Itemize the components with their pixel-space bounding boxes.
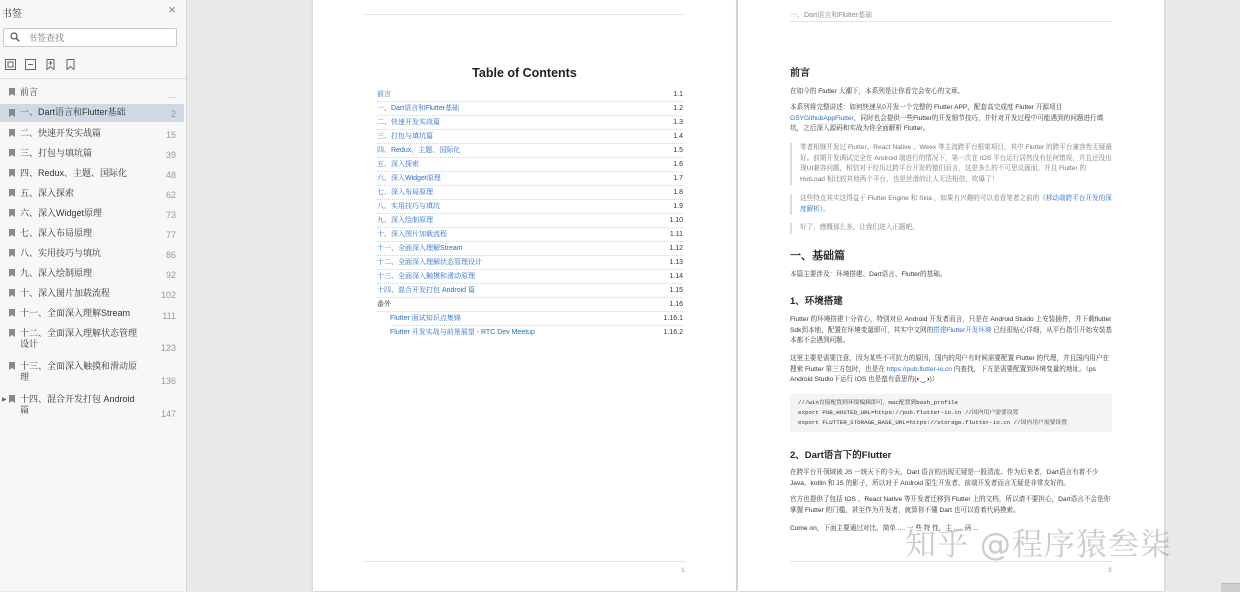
bookmark-icon — [9, 88, 15, 96]
bookmark-item-expandable[interactable]: ▶ 十四、混合开发打包 Android篇 147 — [2, 394, 176, 419]
close-icon[interactable]: × — [168, 2, 176, 17]
bookmark-item[interactable]: 九、深入绘制原理 92 — [0, 265, 184, 282]
link[interactable]: https://pub.flutter-io.cn — [886, 365, 952, 373]
heading-subsection: 1、环境搭建 — [790, 296, 843, 307]
blockquote: 好了，感慨那么多，让我们进入正题吧。 — [790, 223, 1112, 234]
blockquote: 笔者相继开发过 Flutter、React Native 、Weex 等主流跨平台框架项目，其中 Flutter 的跨平台兼容性无疑最好。前期开发调试完全在 Android 端进行的情况下，第一次在 IOS 平台运行居然没有任何错误，并且还没出现UI兼容问题，相信对于经历过跨平台开发的猿们而言，这是多么的不可思议画面。并且 Flutter 的 HotLoad 相比较其他两个平台，也是丝滑的让人无法相信，吹爆了！ — [790, 143, 1112, 185]
page-number: 3 — [1108, 567, 1112, 574]
page-header-rule — [363, 14, 685, 15]
heading-preface: 前言 — [790, 68, 810, 79]
bookmark-item[interactable]: 四、Redux、主题、国际化 48 — [0, 165, 184, 182]
code-block: ///win直接配置到环境编辑即可，mac配置到bash_profile export PUB_HOSTED_URL=https://pub.flutter-io.cn //国内用户需要设置 export FLUTTER_STORAGE_BASE_URL=https://storage.flutter-io.cn //国内用户需要设置 — [790, 394, 1112, 432]
toc-entry[interactable]: 十四、混合开发打包 Android 篇 1.15 — [377, 284, 683, 298]
heading-section: 一、基础篇 — [790, 250, 845, 262]
toc-title: Table of Contents — [472, 66, 577, 80]
toc-entry[interactable]: 番外 1.16 — [377, 298, 683, 312]
paragraph: 这里主要是需要注意，因为某些不可抗力的原因，国内的用户有时候需要配置 Flutter 的代理，并且国内用户在搜索 Flutter 第三方包时，也是在 https://pub.flutter-io.cn 内查找，下方是需要配置到环境变量的地址。（ps Android Studio下运行 IOS 也是蛮有意思的(◐‿◑)） — [790, 355, 1110, 384]
bookmark-item[interactable]: 十一、全面深入理解Stream 111 — [0, 305, 184, 322]
sidebar-title: 书签 — [2, 9, 22, 20]
running-header: 一、Dart语言和Flutter基础 — [790, 12, 873, 19]
toc-entry[interactable]: 三、打包与填坑篇 1.4 — [377, 130, 683, 144]
bookmark-icon — [9, 109, 15, 117]
bookmark-item[interactable]: 三、打包与填坑篇 39 — [0, 145, 184, 162]
page-number: 1 — [681, 567, 685, 574]
bookmark-icon — [9, 309, 15, 317]
link[interactable]: 《移动端跨平台开发的深度解析》 — [800, 195, 1112, 213]
bookmark-item[interactable]: 十二、全面深入理解状态管理设计 123 — [0, 325, 184, 355]
collapse-all-icon[interactable] — [24, 58, 37, 71]
page-footer-rule — [363, 561, 685, 562]
bookmark-toolbar — [4, 58, 77, 72]
bookmark-icon — [9, 209, 15, 217]
page-header-rule — [790, 21, 1112, 22]
divider — [0, 78, 186, 79]
bookmark-item[interactable]: 十三、全面深入触摸和滑动原理 136 — [0, 358, 184, 388]
toc-entry[interactable]: 十二、全面深入理解状态管理设计 1.13 — [377, 256, 683, 270]
toc-entry[interactable]: 九、深入绘制原理 1.10 — [377, 214, 683, 228]
paragraph: 在跨平台开领域被 JS 一统天下的今天，Dart 语言的出现无疑是一股清流。作为后来者，Dart语言有着不少Java、kotlin 和 JS 的影子，所以对于 Android 原生开发者、前端开发者而言无疑是非常友好的。 — [790, 469, 1099, 487]
toc-entry[interactable]: 八、实用技巧与填坑 1.9 — [377, 200, 683, 214]
bookmark-item-selected[interactable]: 一、Dart语言和Flutter基础 2 — [0, 104, 184, 122]
paragraph: 官方也提供了包括 IOS 、React Native 等开发者迁移到 Flutter 上的文档，所以请不要担心，Dart语言不会是你掌握 Flutter 的门槛，甚至作为开发者，就算你不懂 Dart 也可以看着代码摸索。 — [790, 496, 1111, 514]
bookmark-sidebar — [0, 0, 187, 591]
toc-entry[interactable]: 十三、全面深入触摸和滑动原理 1.14 — [377, 270, 683, 284]
toc-subentry[interactable]: Flutter 开发实战与前景展望 - RTC Dev Meetup 1.16.2 — [390, 329, 683, 336]
document-page-1 — [313, 0, 736, 591]
blockquote: 这些特点其实这得益于 Flutter Engine 和 Skia ，如果有兴趣的可以看看笔者之前的《移动端跨平台开发的深度解析》。 — [790, 194, 1112, 215]
expand-all-icon[interactable] — [4, 58, 17, 71]
link[interactable]: 搭建Flutter开发环境 — [933, 326, 992, 334]
document-page-3 — [738, 0, 1164, 591]
toc-entry[interactable]: 十、深入图片加载流程 1.11 — [377, 228, 683, 242]
bookmark-item[interactable]: 前言 ... — [0, 84, 184, 101]
bookmark-item[interactable]: 五、深入探索 62 — [0, 185, 184, 202]
bookmark-search-box[interactable] — [3, 28, 177, 47]
toc-entry[interactable]: 十一、全面深入理解Stream 1.12 — [377, 242, 683, 256]
toc-entry[interactable]: 前言 1.1 — [377, 88, 683, 102]
paragraph: Come on，下面主要通过对比，简单 .... 一 些 特 性，主 ..... 码 ... — [790, 525, 979, 532]
link[interactable]: GSYGithubAppFlutter — [790, 114, 854, 122]
sidebar-header — [0, 0, 186, 22]
bookmark-item[interactable]: 十、深入图片加载流程 102 — [0, 285, 184, 302]
bookmark-icon — [9, 289, 15, 297]
bookmark-item[interactable]: 二、快速开发实战篇 15 — [0, 125, 184, 142]
bookmark-icon — [9, 189, 15, 197]
bookmark-icon — [9, 229, 15, 237]
paragraph: Flutter 的环境搭建十分省心，特别对应 Android 开发者而言，只是在 Android Stuido 上安装插件，并下载flutter Sdk到本地，配置在环境变量即可，其实中文网的搭建Flutter开发环境 已经很贴心详细，从平台指引开始安装基本都不会遇到问题。 — [790, 316, 1113, 345]
toc-entry[interactable]: 二、快速开发实战篇 1.3 — [377, 116, 683, 130]
bookmark-icon — [9, 395, 15, 403]
bookmark-icon — [9, 329, 15, 337]
toc-entry[interactable]: 一、Dart语言和Flutter基础 1.2 — [377, 102, 683, 116]
watermark: 知乎 @程序猿叁柒 — [905, 527, 1172, 563]
toc-entry[interactable]: 四、Redux、主题、国际化 1.5 — [377, 144, 683, 158]
paragraph: 在如今的 Flutter 大潮下，本系列是让你看完会安心的文章。 — [790, 88, 965, 95]
toc-entry[interactable]: 五、深入探索 1.6 — [377, 158, 683, 172]
expand-arrow-icon[interactable]: ▶ — [2, 397, 7, 403]
bookmark-item[interactable]: 六、深入Widget原理 73 — [0, 205, 184, 222]
bookmark-item[interactable]: 八、实用技巧与填坑 86 — [0, 245, 184, 262]
toc-subentry[interactable]: Flutter 面试知识点集锦 1.16.1 — [390, 312, 683, 326]
paragraph: 本系列将完整讲述：如何快速从0开发一个完整的 Flutter APP，配套高完成度 Flutter 开源项目GSYGithubAppFlutter，同时也会提供一些Flutter的开发细节技巧，并针对开发过程中可能遇到的问题进行填坑，之后深入源码和实战为你全面解析 Flutter。 — [790, 104, 1104, 133]
search-icon — [10, 32, 20, 42]
bookmark-icon — [9, 129, 15, 137]
bookmark-icon[interactable] — [64, 58, 77, 71]
toc-entry[interactable]: 七、深入布局原理 1.8 — [377, 186, 683, 200]
bookmark-item[interactable]: 七、深入布局原理 77 — [0, 225, 184, 242]
add-bookmark-icon[interactable] — [44, 58, 57, 71]
bookmark-icon — [9, 149, 15, 157]
bookmark-icon — [9, 269, 15, 277]
toc-entry[interactable]: 六、深入Widget原理 1.7 — [377, 172, 683, 186]
bookmark-icon — [9, 249, 15, 257]
bookmark-icon — [9, 362, 15, 370]
heading-subsection: 2、Dart语言下的Flutter — [790, 450, 892, 461]
paragraph: 本篇主要涉及：环境搭建、Dart语言、Flutter的基础。 — [790, 271, 947, 278]
bookmark-search-input[interactable] — [28, 31, 168, 44]
bookmark-icon — [9, 169, 15, 177]
